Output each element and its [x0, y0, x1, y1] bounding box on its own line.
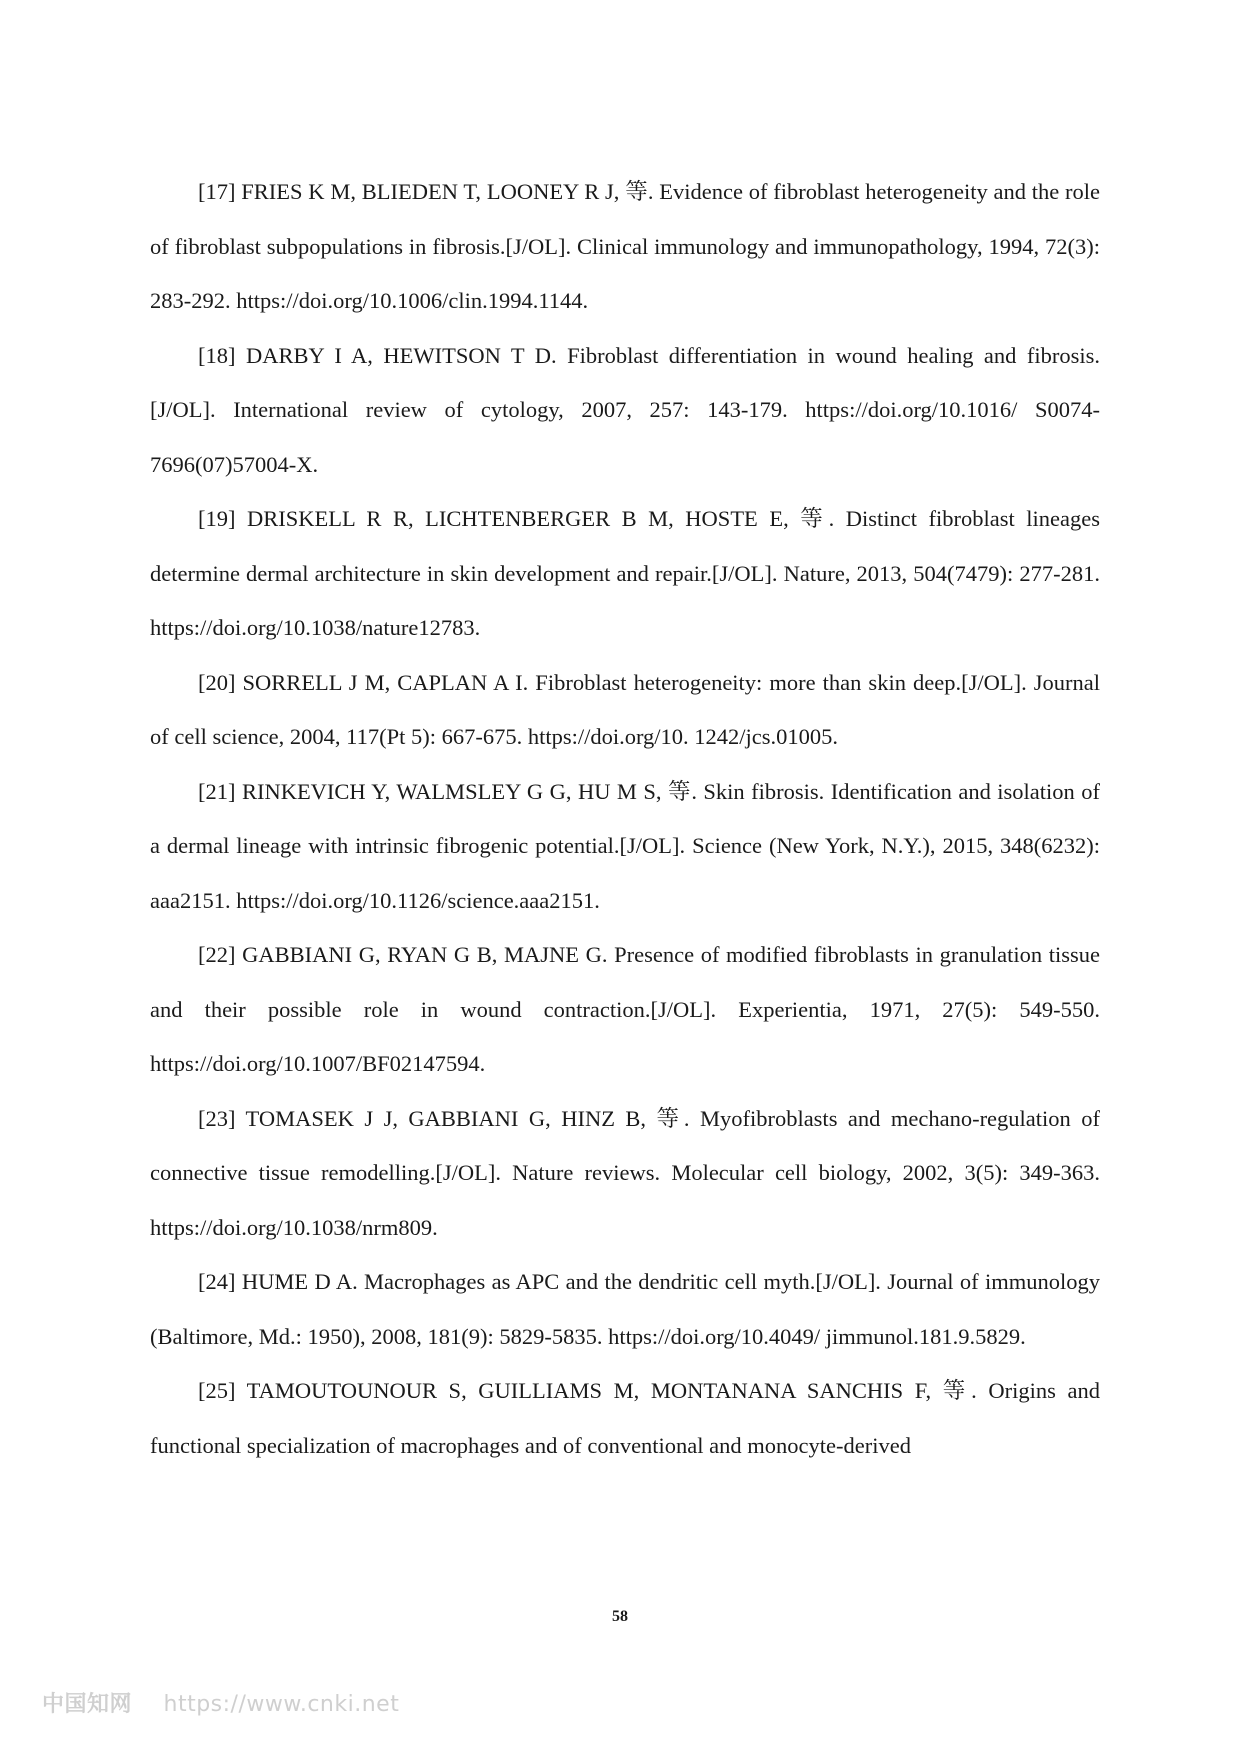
- page-number: 58: [612, 1608, 628, 1625]
- reference-item: [19] DRISKELL R R, LICHTENBERGER B M, HOSTE E, 等. Distinct fibroblast lineages determine dermal architecture in skin development and repair.[J/OL]. Nature, 2013, 504(7479): 277-281. https://doi.org/10.1038/nature12783.: [150, 506, 1100, 640]
- reference-item: [21] RINKEVICH Y, WALMSLEY G G, HU M S, 等. Skin fibrosis. Identification and isolation of a dermal lineage with intrinsic fibrogenic potential.[J/OL]. Science (New York, N.Y.), 2015, 348(6232): aaa2151. https://doi.org/10.1126/science.aaa2151.: [150, 778, 1100, 913]
- reference-item: [22] GABBIANI G, RYAN G B, MAJNE G. Presence of modified fibroblasts in granulation tissue and their possible role in wound contraction.[J/OL]. Experientia, 1971, 27(5): 549-550. https://doi.org/10.1007/BF02147594.: [150, 942, 1100, 1076]
- reference-list: [150, 165, 1100, 1473]
- reference-item: [25] TAMOUTOUNOUR S, GUILLIAMS M, MONTANANA SANCHIS F, 等. Origins and functional specialization of macrophages and of conventional and monocyte-derived: [150, 1378, 1100, 1458]
- reference-item: [17] FRIES K M, BLIEDEN T, LOONEY R J, 等. Evidence of fibroblast heterogeneity and the role of fibroblast subpopulations in fibrosis.[J/OL]. Clinical immunology and immunopathology, 1994, 72(3): 283-292. https://doi.org/10.1006/clin.1994.1144.: [150, 179, 1100, 313]
- reference-item: [20] SORRELL J M, CAPLAN A I. Fibroblast heterogeneity: more than skin deep.[J/OL]. Journal of cell science, 2004, 117(Pt 5): 667-675. https://doi.org/10. 1242/jcs.01005.: [150, 669, 1100, 749]
- cnki-watermark: [42, 1687, 399, 1718]
- reference-item: [24] HUME D A. Macrophages as APC and the dendritic cell myth.[J/OL]. Journal of immunology (Baltimore, Md.: 1950), 2008, 181(9): 5829-5835. https://doi.org/10.4049/ jimmunol.181.9.5829.: [150, 1269, 1100, 1349]
- reference-item: [23] TOMASEK J J, GABBIANI G, HINZ B, 等. Myofibroblasts and mechano-regulation of connective tissue remodelling.[J/OL]. Nature reviews. Molecular cell biology, 2002, 3(5): 349-363. https://doi.org/10.1038/nrm809.: [150, 1105, 1100, 1240]
- reference-item: [18] DARBY I A, HEWITSON T D. Fibroblast differentiation in wound healing and fibrosis.[J/OL]. International review of cytology, 2007, 257: 143-179. https://doi.org/10.1016/ S0074-7696(07)57004-X.: [150, 342, 1100, 477]
- watermark-url: https://www.cnki.net: [163, 1692, 400, 1717]
- watermark-logo-text: 中国知网: [42, 1692, 133, 1717]
